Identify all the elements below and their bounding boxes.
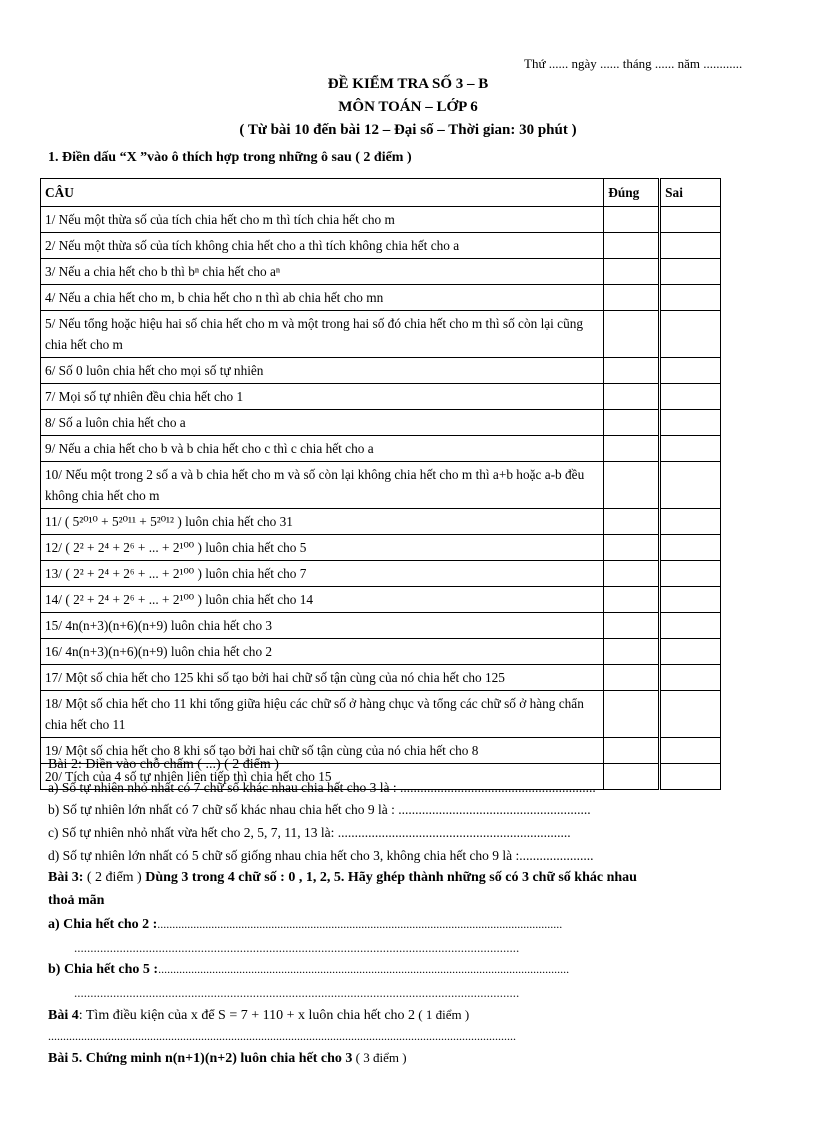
sai-checkbox-cell[interactable] <box>660 587 721 613</box>
date-line: Thứ ...... ngày ...... tháng ...... năm ............ <box>524 56 743 71</box>
sai-checkbox-cell[interactable] <box>660 285 721 311</box>
table-row <box>41 587 721 613</box>
statement-cell: 11/ ( 5²⁰¹⁰ + 5²⁰¹¹ + 5²⁰¹² ) luôn chia hết cho 31 <box>41 509 604 535</box>
table-row <box>41 509 721 535</box>
bai-3-text-cont: thoả mãn <box>48 893 105 908</box>
bai-2-b: b) Số tự nhiên lớn nhất có 7 chữ số khác nhau chia hết cho 9 là : ......................................................... <box>48 802 591 817</box>
bai-3-a-answer-line: ......................................................................................................................................... <box>74 940 520 955</box>
statement-cell: 18/ Một số chia hết cho 11 khi tổng giữa hiệu các chữ số ở hàng chục và tổng các chữ số ở hàng chẩn chia hết cho 11 <box>41 691 604 738</box>
exam-scope: ( Từ bài 10 đến bài 12 – Đại số – Thời gian: 30 phút ) <box>239 122 577 138</box>
dung-checkbox-cell[interactable] <box>604 358 660 384</box>
sai-checkbox-cell[interactable] <box>660 462 721 509</box>
dung-checkbox-cell[interactable] <box>604 665 660 691</box>
col-header-cau: CÂU <box>41 179 604 207</box>
sai-checkbox-cell[interactable] <box>660 764 721 790</box>
bai-3-b-answer-line: ......................................................................................................................................... <box>74 985 520 1000</box>
dung-checkbox-cell[interactable] <box>604 561 660 587</box>
sai-checkbox-cell[interactable] <box>660 436 721 462</box>
dung-checkbox-cell[interactable] <box>604 691 660 738</box>
sai-checkbox-cell[interactable] <box>660 535 721 561</box>
dung-checkbox-cell[interactable] <box>604 233 660 259</box>
sai-checkbox-cell[interactable] <box>660 358 721 384</box>
col-header-dung: Đúng <box>604 179 660 207</box>
statement-cell: 7/ Mọi số tự nhiên đều chia hết cho 1 <box>41 384 604 410</box>
bai-4-text: Bài 4: Tìm điều kiện của x để S = 7 + 110 + x luôn chia hết cho 2 ( 1 điểm ) <box>48 1007 470 1023</box>
bai-4-answer-line: ............................................................................................................................................................ <box>48 1029 516 1043</box>
bai-2-a: a) Số tự nhiên nhỏ nhất có 7 chữ số khác nhau chia hết cho 3 là : .......................................................... <box>48 780 596 795</box>
table-row <box>41 384 721 410</box>
sai-checkbox-cell[interactable] <box>660 233 721 259</box>
sai-checkbox-cell[interactable] <box>660 665 721 691</box>
dung-checkbox-cell[interactable] <box>604 639 660 665</box>
dung-checkbox-cell[interactable] <box>604 285 660 311</box>
bai-2-d: d) Số tự nhiên lớn nhất có 5 chữ số giống nhau chia hết cho 3, không chia hết cho 9 là :...................... <box>48 848 594 863</box>
statement-cell: 16/ 4n(n+3)(n+6)(n+9) luôn chia hết cho 2 <box>41 639 604 665</box>
exam-title: ĐỀ KIỂM TRA SỐ 3 – B <box>327 76 489 92</box>
table-row <box>41 436 721 462</box>
sai-checkbox-cell[interactable] <box>660 259 721 285</box>
subject-title: MÔN TOÁN – LỚP 6 <box>338 99 478 115</box>
statement-cell: 4/ Nếu a chia hết cho m, b chia hết cho n thì ab chia hết cho mn <box>41 285 604 311</box>
dung-checkbox-cell[interactable] <box>604 764 660 790</box>
table-row <box>41 665 721 691</box>
table-row <box>41 410 721 436</box>
statement-cell: 14/ ( 2² + 2⁴ + 2⁶ + ... + 2¹⁰⁰ ) luôn chia hết cho 14 <box>41 587 604 613</box>
sai-checkbox-cell[interactable] <box>660 509 721 535</box>
statement-cell: 17/ Một số chia hết cho 125 khi số tạo bởi hai chữ số tận cùng của nó chia hết cho 125 <box>41 665 604 691</box>
bai-2-title: Bài 2: Điền vào chỗ chấm ( ...) ( 2 điểm ) <box>48 757 279 772</box>
statement-cell: 10/ Nếu một trong 2 số a và b chia hết cho m và số còn lại không chia hết cho m thì a+b hoặc a-b đều không chia hết cho m <box>41 462 604 509</box>
table-row <box>41 311 721 358</box>
statement-cell: 12/ ( 2² + 2⁴ + 2⁶ + ... + 2¹⁰⁰ ) luôn chia hết cho 5 <box>41 535 604 561</box>
sai-checkbox-cell[interactable] <box>660 561 721 587</box>
sai-checkbox-cell[interactable] <box>660 410 721 436</box>
table-row <box>41 535 721 561</box>
statement-cell: 15/ 4n(n+3)(n+6)(n+9) luôn chia hết cho 3 <box>41 613 604 639</box>
bai-2-c: c) Số tự nhiên nhỏ nhất vừa hết cho 2, 5, 7, 11, 13 là: ..................................................................... <box>48 825 571 840</box>
bai-3-a: a) Chia hết cho 2 :....................................................................................................................................... <box>48 917 563 932</box>
sai-checkbox-cell[interactable] <box>660 639 721 665</box>
dung-checkbox-cell[interactable] <box>604 738 660 764</box>
table-row <box>41 462 721 509</box>
dung-checkbox-cell[interactable] <box>604 535 660 561</box>
table-row <box>41 207 721 233</box>
dung-checkbox-cell[interactable] <box>604 462 660 509</box>
bai-3-text: Bài 3: ( 2 điểm ) Dùng 3 trong 4 chữ số : 0 , 1, 2, 5. Hãy ghép thành những số có 3 chữ số khác nhau <box>48 870 637 885</box>
table-row <box>41 691 721 738</box>
statement-cell: 6/ Số 0 luôn chia hết cho mọi số tự nhiên <box>41 358 604 384</box>
sai-checkbox-cell[interactable] <box>660 691 721 738</box>
dung-checkbox-cell[interactable] <box>604 410 660 436</box>
table-row <box>41 358 721 384</box>
question-1-prompt: 1. Điền dấu “X ”vào ô thích hợp trong những ô sau ( 2 điểm ) <box>48 150 412 165</box>
dung-checkbox-cell[interactable] <box>604 207 660 233</box>
sai-checkbox-cell[interactable] <box>660 384 721 410</box>
bai-3-b: b) Chia hết cho 5 :......................................................................................................................................... <box>48 962 570 977</box>
statement-cell: 9/ Nếu a chia hết cho b và b chia hết cho c thì c chia hết cho a <box>41 436 604 462</box>
dung-checkbox-cell[interactable] <box>604 509 660 535</box>
dung-checkbox-cell[interactable] <box>604 311 660 358</box>
table-row <box>41 639 721 665</box>
dung-checkbox-cell[interactable] <box>604 587 660 613</box>
statement-cell: 19/ Một số chia hết cho 8 khi số tạo bởi hai chữ số tận cùng của nó chia hết cho 8 <box>41 738 604 764</box>
statement-cell: 8/ Số a luôn chia hết cho a <box>41 410 604 436</box>
table-row <box>41 561 721 587</box>
dung-checkbox-cell[interactable] <box>604 436 660 462</box>
bai-5-text: Bài 5. Chứng minh n(n+1)(n+2) luôn chia hết cho 3 ( 3 điểm ) <box>48 1050 407 1066</box>
sai-checkbox-cell[interactable] <box>660 207 721 233</box>
statement-cell: 20/ Tích của 4 số tự nhiên liên tiếp thì chia hết cho 15 <box>41 764 604 790</box>
true-false-table <box>40 178 721 790</box>
statement-cell: 1/ Nếu một thừa số của tích chia hết cho m thì tích chia hết cho m <box>41 207 604 233</box>
dung-checkbox-cell[interactable] <box>604 259 660 285</box>
table-row <box>41 259 721 285</box>
dung-checkbox-cell[interactable] <box>604 613 660 639</box>
sai-checkbox-cell[interactable] <box>660 738 721 764</box>
dung-checkbox-cell[interactable] <box>604 384 660 410</box>
table-row <box>41 613 721 639</box>
statement-cell: 2/ Nếu một thừa số của tích không chia hết cho a thì tích không chia hết cho a <box>41 233 604 259</box>
statement-cell: 5/ Nếu tổng hoặc hiệu hai số chia hết cho m và một trong hai số đó chia hết cho m thì số còn lại cũng chia hết cho m <box>41 311 604 358</box>
table-row <box>41 285 721 311</box>
col-header-sai: Sai <box>660 179 721 207</box>
sai-checkbox-cell[interactable] <box>660 311 721 358</box>
statement-cell: 13/ ( 2² + 2⁴ + 2⁶ + ... + 2¹⁰⁰ ) luôn chia hết cho 7 <box>41 561 604 587</box>
table-row <box>41 233 721 259</box>
sai-checkbox-cell[interactable] <box>660 613 721 639</box>
statement-cell: 3/ Nếu a chia hết cho b thì bⁿ chia hết cho aⁿ <box>41 259 604 285</box>
